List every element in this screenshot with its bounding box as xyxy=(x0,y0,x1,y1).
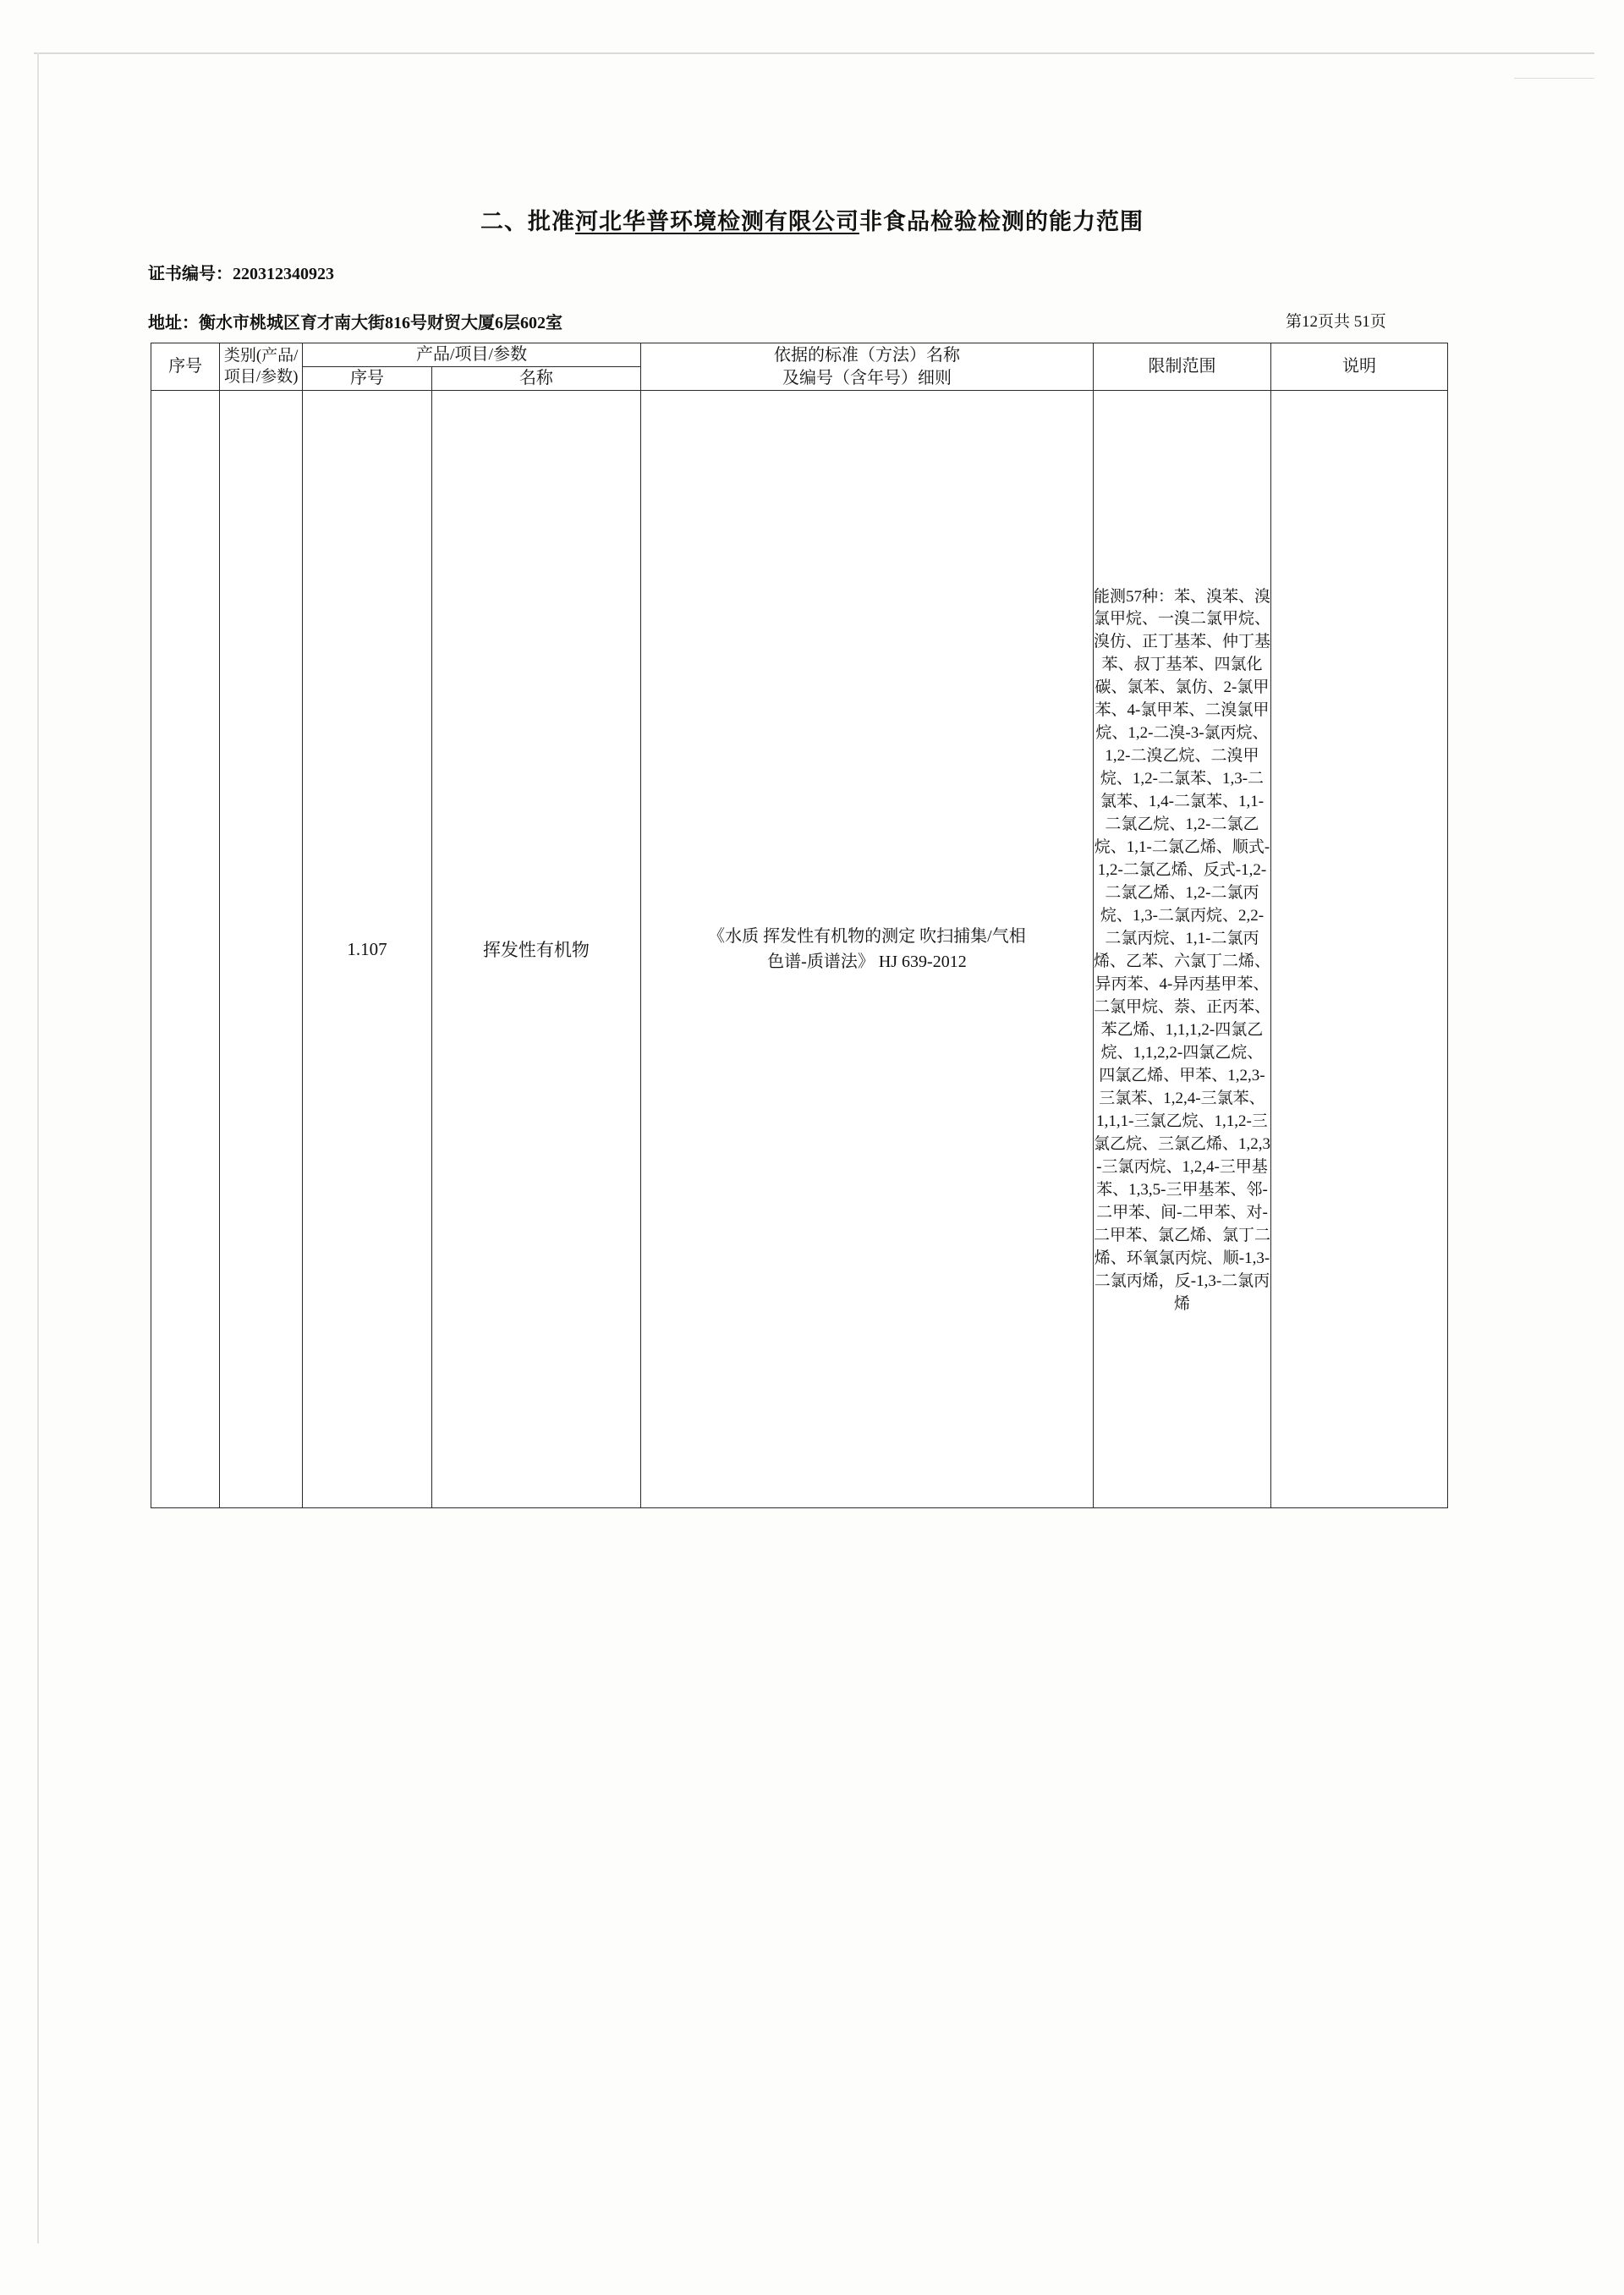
table-row xyxy=(151,391,1448,1508)
page-title-prefix: 二、批准 xyxy=(480,209,575,234)
cell-note xyxy=(1271,391,1448,1508)
scan-edge-top-right xyxy=(1514,78,1594,79)
header-product-seq: 序号 xyxy=(303,367,432,391)
page-indicator: 第12页共 51页 xyxy=(1286,313,1386,331)
header-standard xyxy=(641,343,1094,391)
capability-scope-table xyxy=(151,343,1448,1508)
table-header-row-1 xyxy=(151,343,1448,367)
header-seq: 序号 xyxy=(151,343,220,391)
header-product-name: 名称 xyxy=(431,367,640,391)
cell-seq xyxy=(151,391,220,1508)
certificate-number-line xyxy=(148,260,334,284)
page-title-company: 河北华普环境检测有限公司 xyxy=(575,209,859,234)
cell-standard-line2: 色谱-质谱法》 HJ 639-2012 xyxy=(767,953,967,971)
scan-edge-left xyxy=(37,52,39,2243)
cell-standard-line1: 《水质 挥发性有机物的测定 吹扫捕集/气相 xyxy=(708,927,1026,946)
scan-edge-top xyxy=(34,52,1594,54)
cell-category xyxy=(220,391,303,1508)
cell-product-name: 挥发性有机物 xyxy=(431,391,640,1508)
cell-limit xyxy=(1093,391,1270,1508)
header-limit: 限制范围 xyxy=(1093,343,1270,391)
address-line xyxy=(148,309,562,333)
table-header xyxy=(151,343,1448,391)
certificate-number-value: 220312340923 xyxy=(233,265,334,283)
page-title-suffix: 非食品检验检测的能力范围 xyxy=(859,209,1144,234)
address-label: 地址： xyxy=(148,314,199,332)
cell-standard xyxy=(641,391,1094,1508)
address-value: 衡水市桃城区育才南大街816号财贸大厦6层602室 xyxy=(199,314,562,332)
header-note: 说明 xyxy=(1271,343,1448,391)
cell-product-seq: 1.107 xyxy=(303,391,432,1508)
header-product-group: 产品/项目/参数 xyxy=(303,343,641,367)
certificate-number-label: 证书编号： xyxy=(148,265,233,283)
header-standard-line1: 依据的标准（方法）名称 xyxy=(773,345,960,365)
cell-limit-text: 能测57种：苯、溴苯、溴氯甲烷、一溴二氯甲烷、溴仿、正丁基苯、仲丁基苯、叔丁基苯、四氯化碳、氯苯、氯仿、2-氯甲苯、4-氯甲苯、二溴氯甲烷、1,2-二溴-3-氯丙烷、1,2-二溴乙烷、二溴甲烷、1,2-二氯苯、1,3-二氯苯、1,4-二氯苯、1,1-二氯乙烷、1,2-二氯乙烷、1,1-二氯乙烯、顺式-1,2-二氯乙烯、反式-1,2-二氯乙烯、1,2-二氯丙烷、1,3-二氯丙烷、2,2-二氯丙烷、1,1-二氯丙烯、乙苯、六氯丁二烯、异丙苯、4-异丙基甲苯、二氯甲烷、萘、正丙苯、苯乙烯、1,1,1,2-四氯乙烷、1,1,2,2-四氯乙烷、四氯乙烯、甲苯、1,2,3-三氯苯、1,2,4-三氯苯、1,1,1-三氯乙烷、1,1,2-三氯乙烷、三氯乙烯、1,2,3-三氯丙烷、1,2,4-三甲基苯、1,3,5-三甲基苯、邻-二甲苯、间-二甲苯、对-二甲苯、氯乙烯、氯丁二烯、环氧氯丙烷、顺-1,3-二氯丙烯，反-1,3-二氯丙烯 xyxy=(1093,587,1270,1313)
page-title xyxy=(0,203,1624,236)
table-body xyxy=(151,391,1448,1508)
header-standard-line2: 及编号（含年号）细则 xyxy=(782,368,952,387)
header-category: 类别(产品/项目/参数) xyxy=(220,343,303,391)
